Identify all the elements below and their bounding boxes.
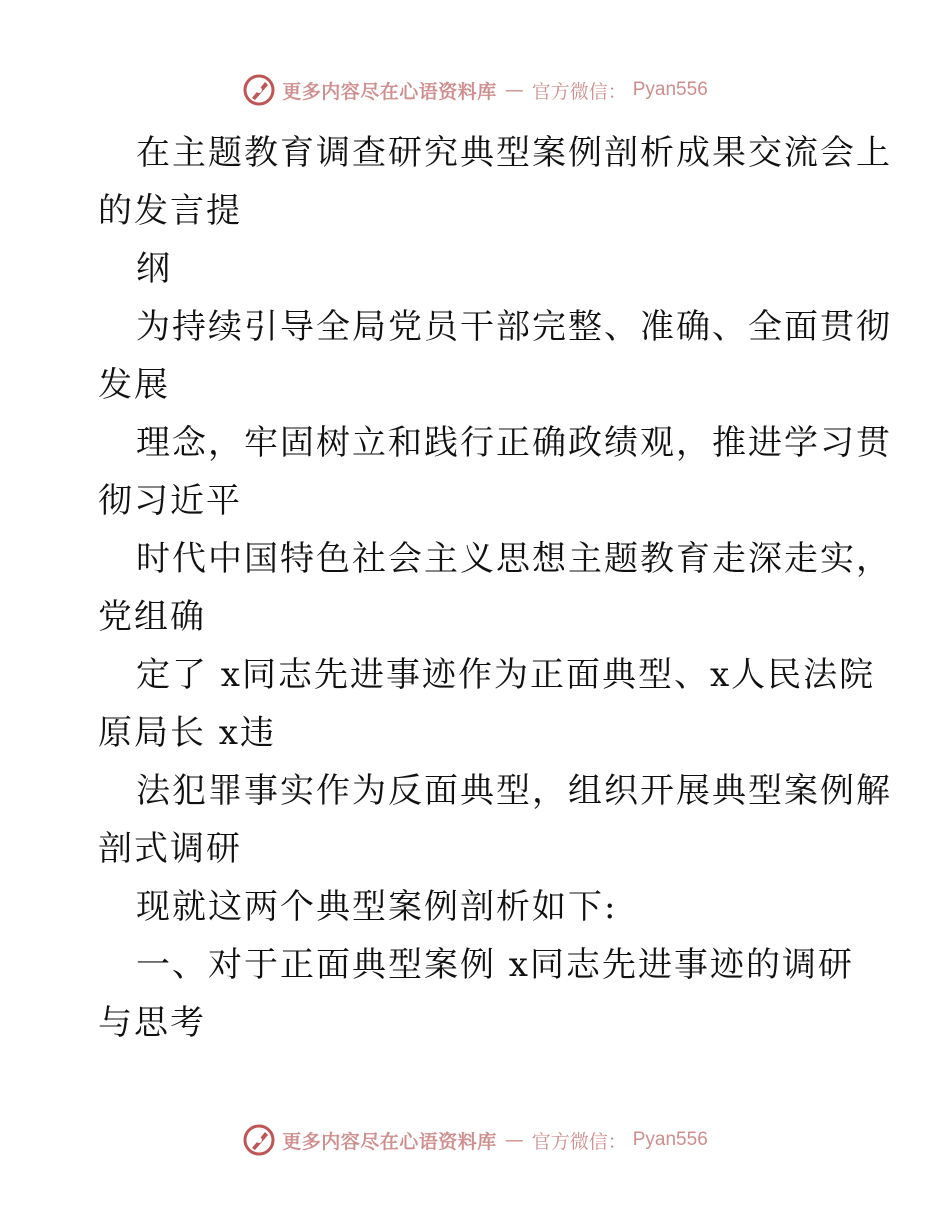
section-heading-line: 与思考	[98, 1003, 206, 1043]
header-wechat-id: Pyan556	[632, 79, 708, 100]
footer-banner-text: 更多内容尽在心语资料库	[282, 1130, 497, 1153]
paragraph-line: 剖式调研	[98, 829, 242, 869]
footer-watermark-banner	[0, 1120, 950, 1160]
document-body	[98, 124, 892, 1052]
footer-wechat-id: Pyan556	[632, 1129, 708, 1150]
header-banner-text: 更多内容尽在心语资料库	[282, 80, 497, 103]
title-line-2: 的发言提	[98, 191, 242, 231]
paragraph-line: 理念，牢固树立和践行正确政绩观，推进学习贯	[136, 423, 892, 463]
paragraph-line: 时代中国特色社会主义思想主题教育走深走实，	[136, 539, 892, 579]
footer-banner-dash: —	[504, 1129, 524, 1151]
header-banner-dash: —	[504, 79, 524, 101]
title-line-1: 在主题教育调查研究典型案例剖析成果交流会上	[136, 133, 892, 173]
footer-wechat-label: 官方微信：	[531, 1130, 627, 1153]
paragraph-line: 原局长 x违	[98, 713, 276, 753]
header-wechat-label: 官方微信：	[531, 80, 627, 103]
paragraph-line: 现就这两个典型案例剖析如下:	[136, 887, 618, 927]
paragraph-line: 党组确	[98, 597, 206, 637]
section-heading-line: 一、对于正面典型案例 x同志先进事迹的调研	[136, 945, 854, 985]
paragraph-line: 为持续引导全局党员干部完整、准确、全面贯彻	[136, 307, 892, 347]
paragraph-line: 定了 x同志先进事迹作为正面典型、x人民法院	[136, 655, 876, 695]
paragraph-line: 发展	[98, 365, 170, 405]
paragraph-line: 法犯罪事实作为反面典型，组织开展典型案例解	[136, 771, 892, 811]
title-line-3: 纲	[136, 249, 172, 289]
quill-logo-icon	[242, 73, 276, 107]
header-watermark-banner	[0, 70, 950, 110]
paragraph-line: 彻习近平	[98, 481, 242, 521]
quill-logo-icon	[242, 1123, 276, 1157]
